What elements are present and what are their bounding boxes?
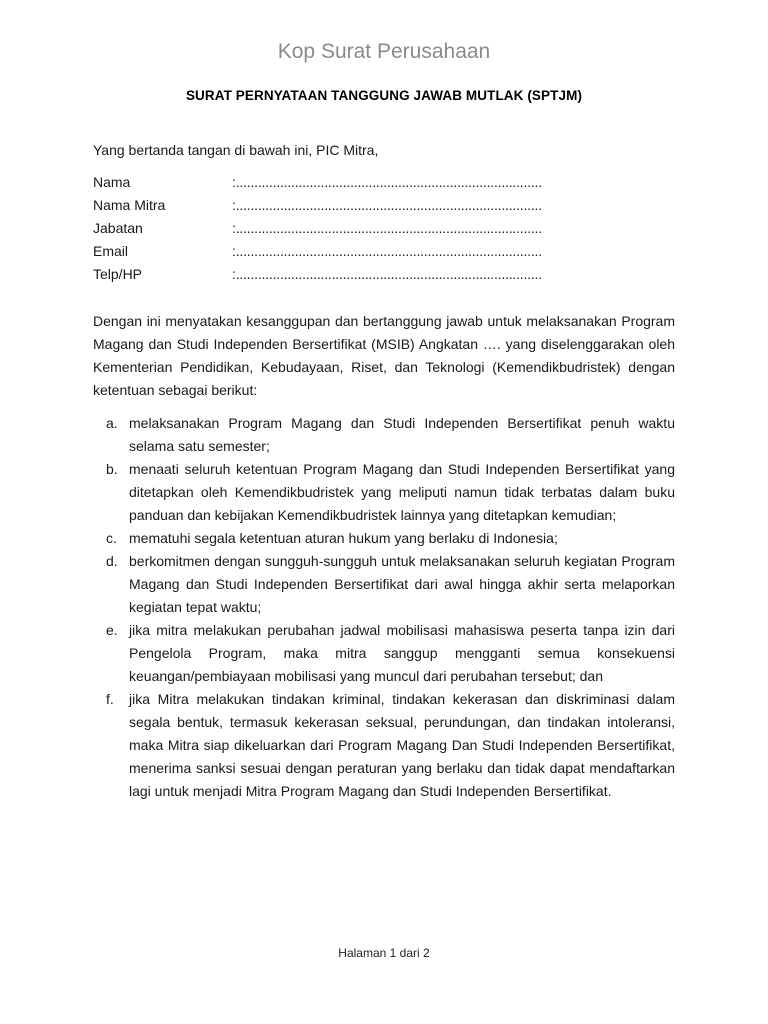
list-item <box>93 619 675 688</box>
field-label: Email <box>93 243 129 259</box>
list-item <box>93 550 675 619</box>
list-item <box>93 527 675 550</box>
field-blank: :................................................................................... <box>232 266 542 282</box>
list-marker: b. <box>106 461 118 477</box>
list-marker: e. <box>106 622 118 638</box>
field-blank: :................................................................................... <box>232 174 542 190</box>
list-item <box>93 412 675 458</box>
list-marker: c. <box>106 530 117 546</box>
terms-list <box>93 412 675 803</box>
list-item-text: jika Mitra melakukan tindakan kriminal, tindakan kekerasan dan diskriminasi dalam segala bentuk, termasuk kekerasan seksual, perundungan, dan tindakan intoleransi, maka Mitra siap dikeluarkan dari Program Magang Dan Studi Independen Bersertifikat, menerima sanksi sesuai dengan peraturan yang berlaku dan tidak dapat mendaftarkan lagi untuk menjadi Mitra Program Magang dan Studi Independen Bersertifikat. <box>129 691 675 799</box>
list-marker: d. <box>106 553 118 569</box>
document-title: SURAT PERNYATAAN TANGGUNG JAWAB MUTLAK (SPTJM) <box>185 88 583 103</box>
list-item-text: berkomitmen dengan sungguh-sungguh untuk melaksanakan seluruh kegiatan Program Magang dan Studi Independen Bersertifikat dari awal hingga akhir serta melaporkan kegiatan tepat waktu; <box>129 553 675 615</box>
field-blank: :................................................................................... <box>232 220 542 236</box>
field-label: Telp/HP <box>93 266 143 282</box>
field-label: Nama <box>93 174 131 190</box>
statement-paragraph: Dengan ini menyatakan kesanggupan dan bertanggung jawab untuk melaksanakan Program Magang dan Studi Independen Bersertifikat (MSIB) Angkatan …. yang diselenggarakan oleh Kementerian Pendidikan, Kebudayaan, Riset, dan Teknologi (Kemendikbudristek) dengan ketentuan sebagai berikut: <box>93 313 675 398</box>
list-item-text: mematuhi segala ketentuan aturan hukum yang berlaku di Indonesia; <box>129 530 558 546</box>
list-item-text: menaati seluruh ketentuan Program Magang dan Studi Independen Bersertifikat yang ditetapkan oleh Kemendikbudristek yang meliputi namun tidak terbatas dalam buku panduan dan kebijakan Kemendikbudristek lainnya yang ditetapkan kemudian; <box>129 461 675 523</box>
letterhead: Kop Surat Perusahaan <box>277 40 491 63</box>
field-blank: :................................................................................... <box>232 243 542 259</box>
opening-line: Yang bertanda tangan di bawah ini, PIC Mitra, <box>93 142 379 158</box>
field-blank: :................................................................................... <box>232 197 542 213</box>
list-item-text: melaksanakan Program Magang dan Studi Independen Bersertifikat penuh waktu selama satu semester; <box>129 415 675 454</box>
field-label: Nama Mitra <box>93 197 166 213</box>
page-number: Halaman 1 dari 2 <box>338 946 430 960</box>
list-item <box>93 458 675 527</box>
field-label: Jabatan <box>93 220 143 236</box>
list-marker: a. <box>106 415 118 431</box>
list-marker: f. <box>106 691 114 707</box>
list-item <box>93 688 675 803</box>
list-item-text: jika mitra melakukan perubahan jadwal mobilisasi mahasiswa peserta tanpa izin dari Pengelola Program, maka mitra sanggup mengganti semua konsekuensi keuangan/pembiayaan mobilisasi yang muncul dari perubahan tersebut; dan <box>129 622 675 684</box>
